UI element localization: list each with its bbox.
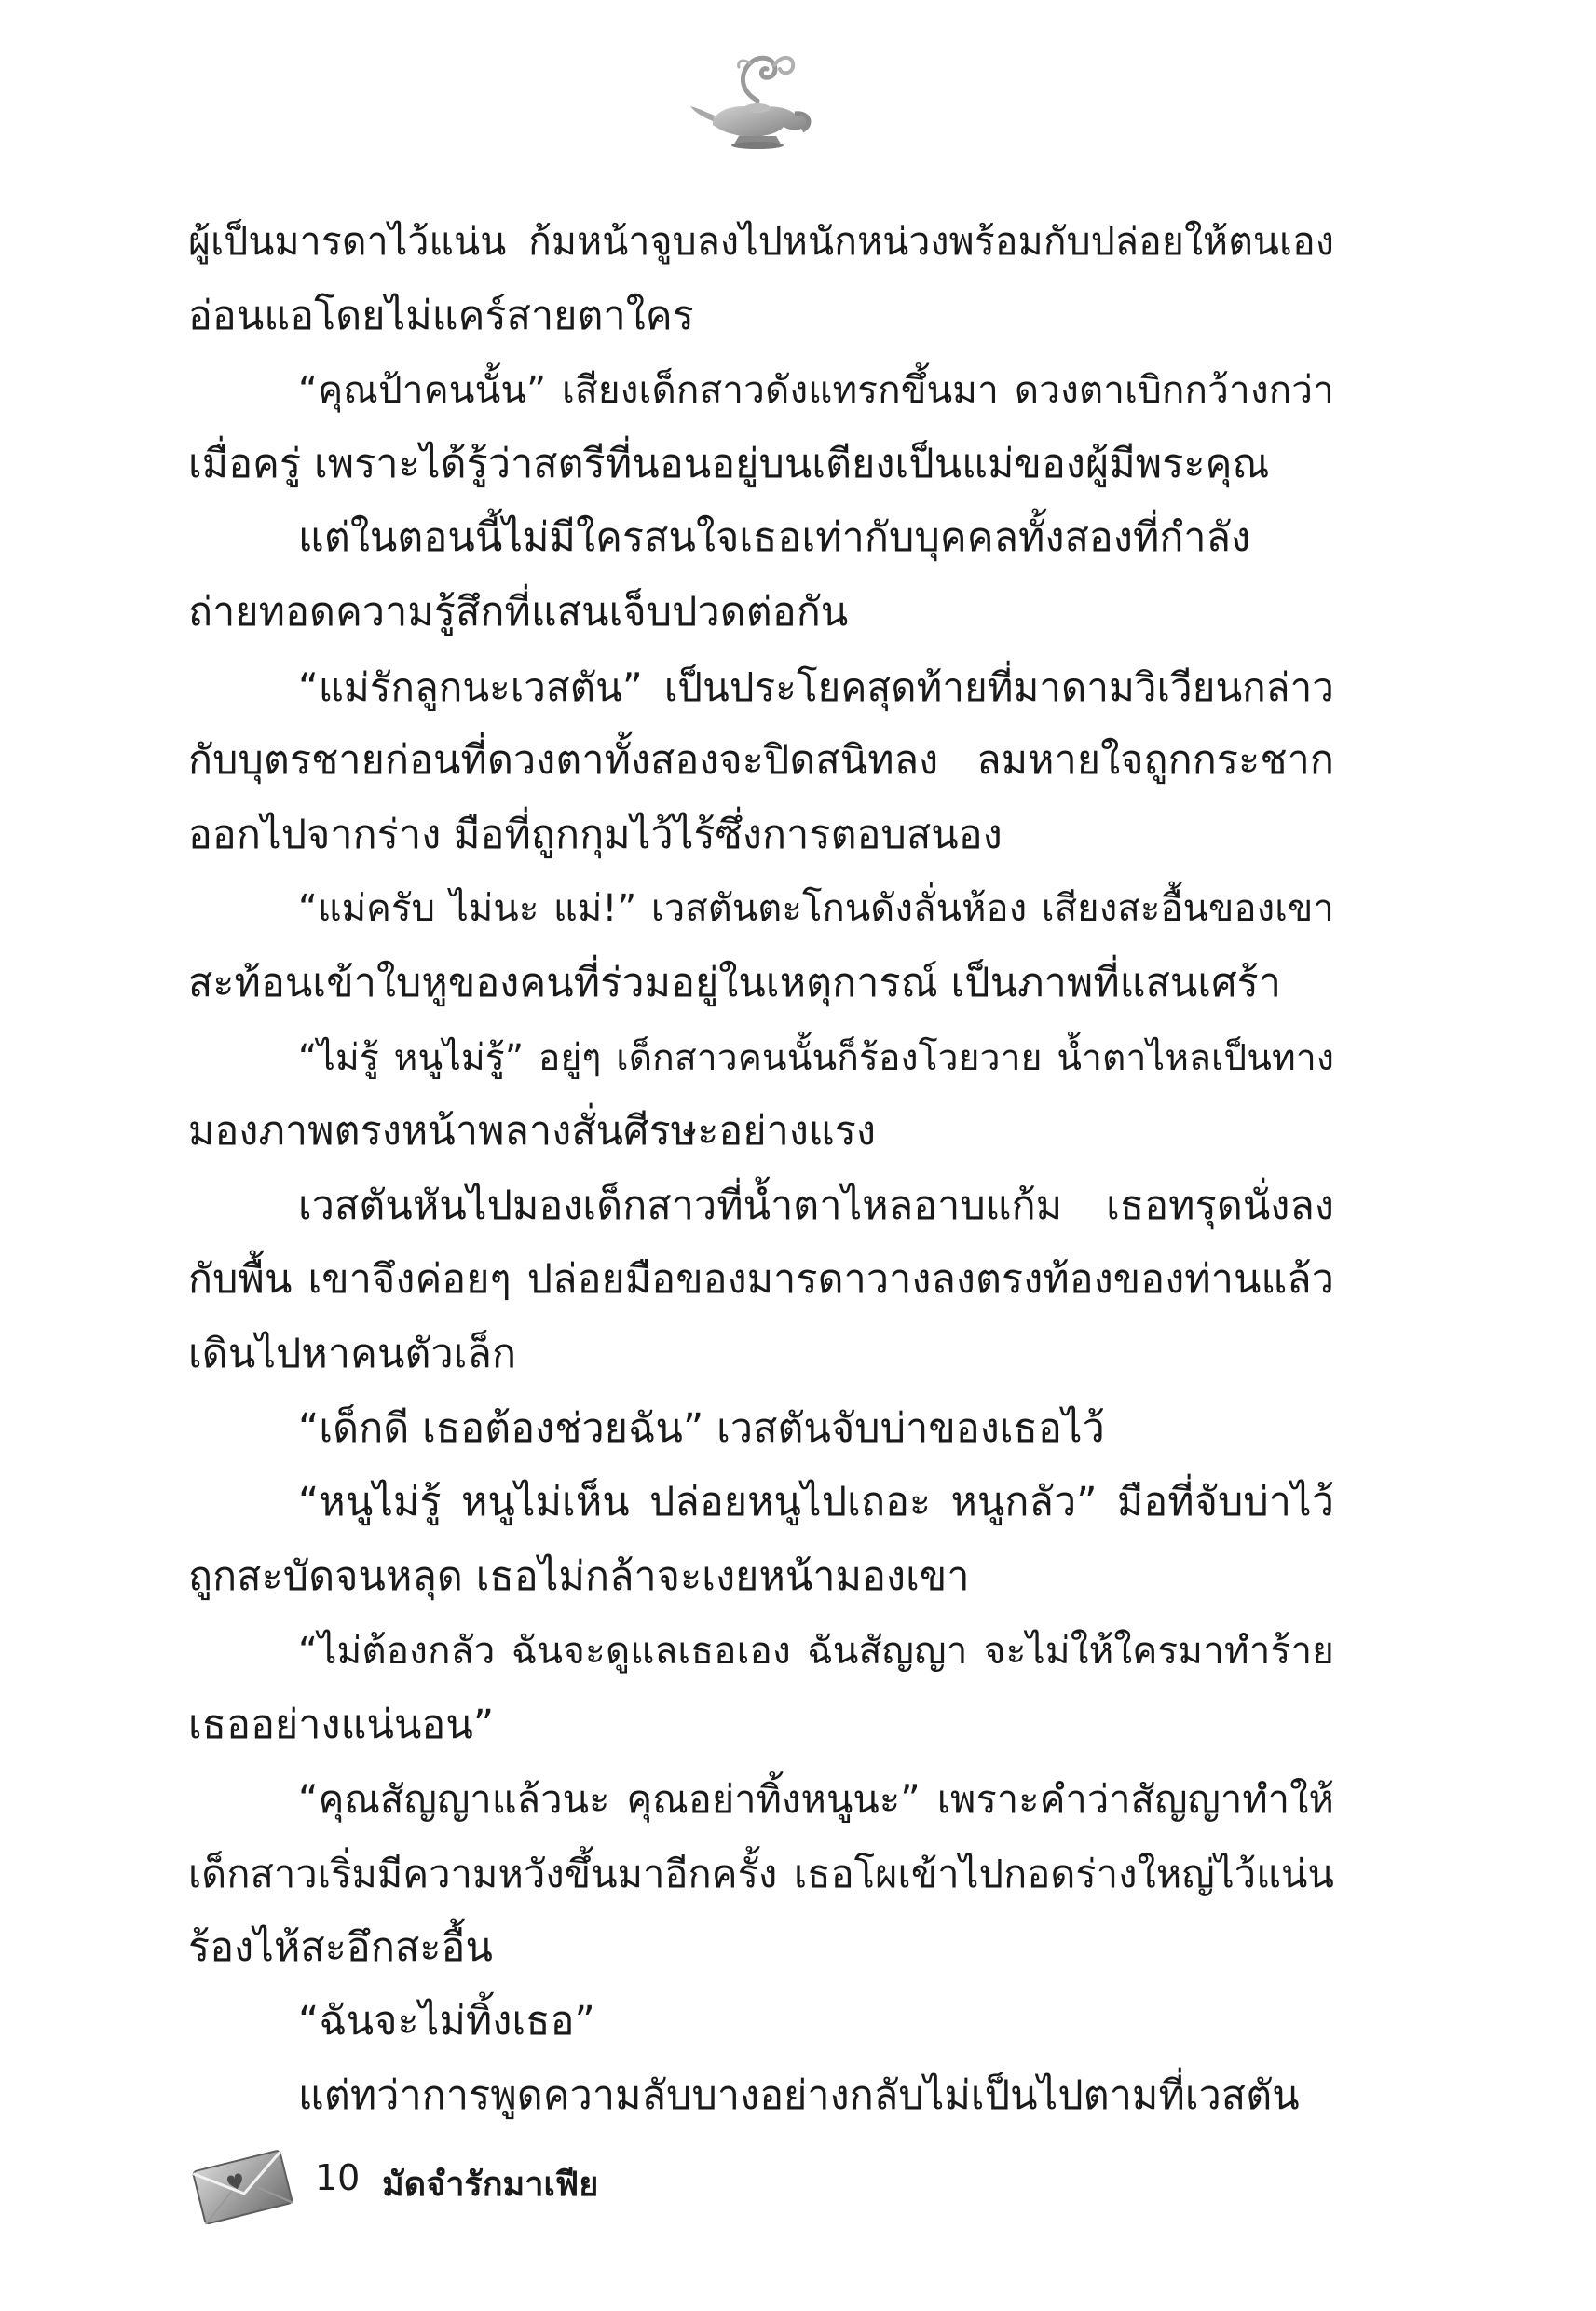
- text-line: กับพื้น เขาจึงค่อยๆ ปล่อยมือของมารดาวางลงตรงท้องของท่านแล้ว: [188, 1256, 1334, 1304]
- text-line: “เด็กดี เธอต้องช่วยฉัน” เวสตันจับบ่าของเธอไว้: [298, 1404, 1105, 1452]
- text-line: เด็กสาวเริ่มมีความหวังขึ้นมาอีกครั้ง เธอโผเข้าไปกอดร่างใหญ่ไว้แน่น: [188, 1851, 1334, 1897]
- page-number: 10: [315, 2157, 361, 2198]
- text-line: “หนูไม่รู้ หนูไม่เห็น ปล่อยหนูไปเถอะ หนูกลัว” มือที่จับบ่าไว้: [298, 1479, 1334, 1526]
- text-line: เดินไปหาคนตัวเล็ก: [188, 1330, 517, 1377]
- text-line: แต่ทว่าการพูดความลับบางอย่างกลับไม่เป็นไปตามที่เวสตัน: [298, 2072, 1300, 2119]
- text-line: กับบุตรชายก่อนที่ดวงตาทั้งสองจะปิดสนิทลง ลมหายใจถูกกระชาก: [188, 737, 1334, 785]
- text-line: สะท้อนเข้าใบหูของคนที่ร่วมอยู่ในเหตุการณ์ เป็นภาพที่แสนเศร้า: [188, 959, 1282, 1006]
- text-line: “คุณป้าคนนั้น” เสียงเด็กสาวดังแทรกขึ้นมา ดวงตาเบิกกว้างกว่า: [298, 367, 1334, 413]
- text-line: ออกไปจากร่าง มือที่ถูกกุมไว้ไร้ซึ่งการตอบสนอง: [188, 811, 1003, 858]
- text-line: “ฉันจะไม่ทิ้งเธอ”: [298, 1998, 595, 2045]
- body-text: [188, 205, 1334, 2133]
- text-line: ร้องไห้สะอึกสะอื้น: [188, 1923, 493, 1971]
- text-line: แต่ในตอนนี้ไม่มีใครสนใจเธอเท่ากับบุคคลทั้งสองที่กำลัง: [298, 514, 1251, 562]
- text-line: “แม่รักลูกนะเวสตัน” เป็นประโยคสุดท้ายที่มาดามวิเวียนกล่าว: [298, 663, 1334, 710]
- text-line: มองภาพตรงหน้าพลางสั่นศีรษะอย่างแรง: [188, 1108, 877, 1156]
- text-line: เมื่อครู่ เพราะได้รู้ว่าสตรีที่นอนอยู่บนเตียงเป็นแม่ของผู้มีพระคุณ: [188, 440, 1270, 487]
- text-line: ผู้เป็นมารดาไว้แน่น ก้มหน้าจูบลงไปหนักหน่วงพร้อมกับปล่อยให้ตนเอง: [188, 219, 1334, 264]
- envelope-heart-icon: [186, 2139, 307, 2227]
- text-line: “แม่ครับ ไม่นะ แม่!” เวสตันตะโกนดังลั่นห้อง เสียงสะอื้นของเขา: [298, 887, 1334, 931]
- text-line: ถ่ายทอดความรู้สึกที่แสนเจ็บปวดต่อกัน: [188, 588, 849, 636]
- text-line: เธออย่างแน่นอน”: [188, 1701, 495, 1748]
- genie-lamp-icon: [685, 47, 825, 158]
- page-footer: [186, 2139, 932, 2232]
- text-line: “ไม่รู้ หนูไม่รู้” อยู่ๆ เด็กสาวคนนั้นก็ร้องโวยวาย น้ำตาไหลเป็นทาง: [298, 1036, 1334, 1079]
- text-line: อ่อนแอโดยไม่แคร์สายตาใคร: [188, 292, 694, 339]
- book-title: มัดจำรักมาเฟีย: [382, 2166, 599, 2204]
- text-line: ถูกสะบัดจนหลุด เธอไม่กล้าจะเงยหน้ามองเขา: [188, 1552, 970, 1600]
- text-line: เวสตันหันไปมองเด็กสาวที่น้ำตาไหลอาบแก้ม เธอทรุดนั่งลง: [298, 1182, 1334, 1229]
- text-line: “คุณสัญญาแล้วนะ คุณอย่าทิ้งหนูนะ” เพราะคำว่าสัญญาทำให้: [298, 1776, 1334, 1823]
- text-line: “ไม่ต้องกลัว ฉันจะดูแลเธอเอง ฉันสัญญา จะไม่ให้ใครมาทำร้าย: [298, 1628, 1334, 1674]
